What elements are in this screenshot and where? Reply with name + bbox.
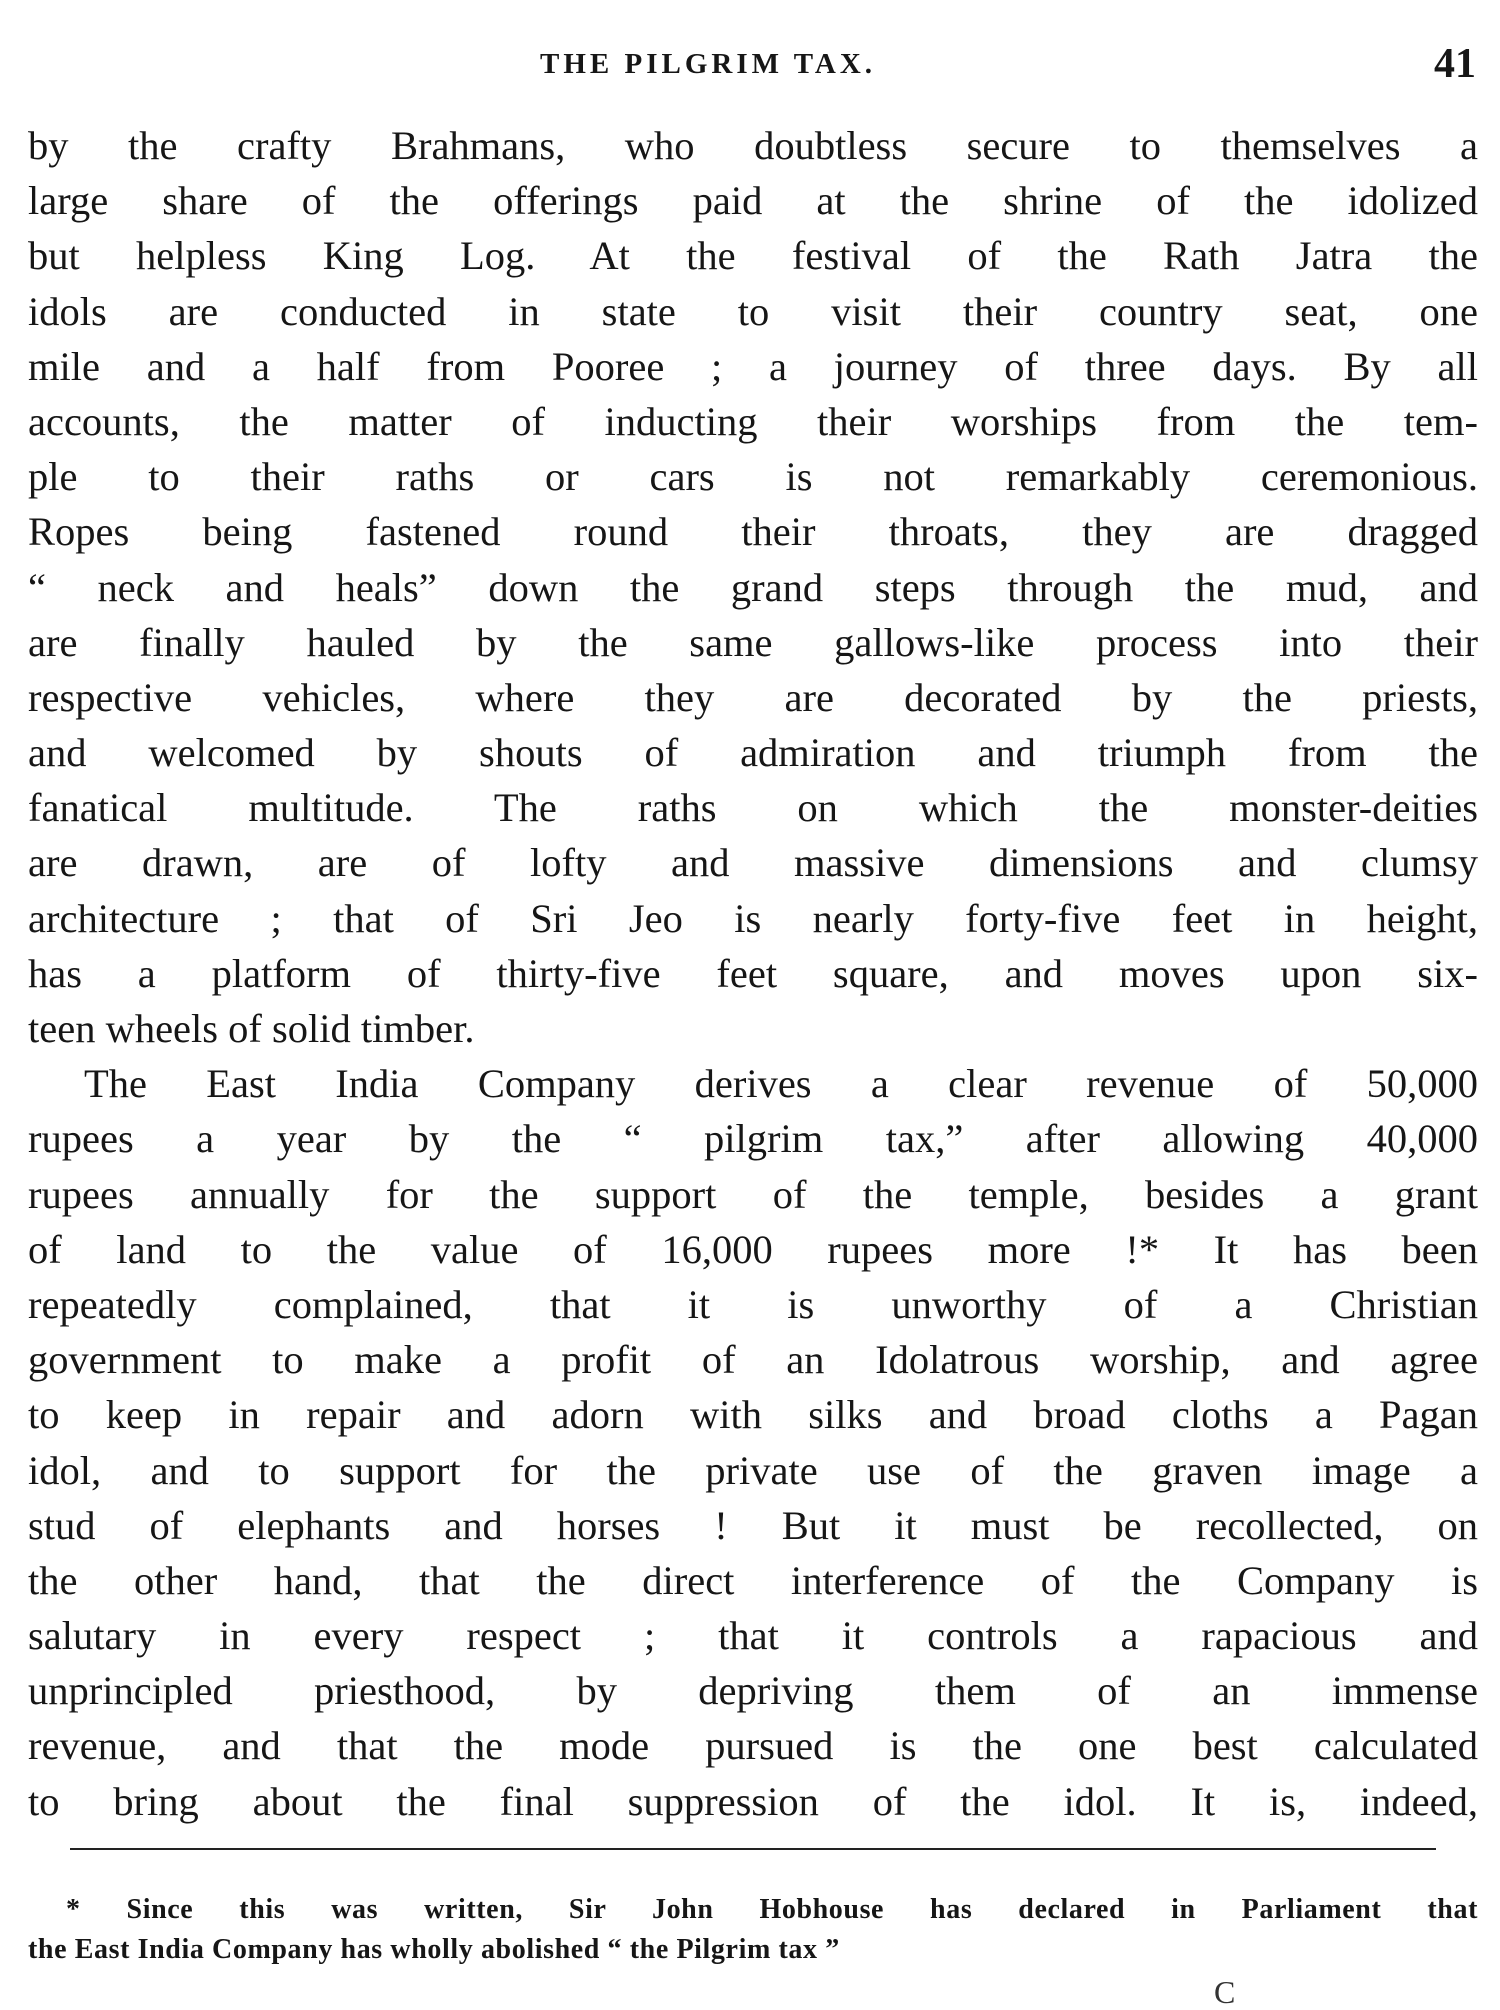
text-line: fanatical multitude. The raths on which the monster-deities [28, 785, 1478, 831]
text-line: respective vehicles, where they are decorated by the priests, [28, 674, 1478, 720]
footnote-line: * Since this was written, Sir John Hobhouse has declared in Parliament that [66, 1894, 1478, 1925]
page-number: 41 [1434, 41, 1476, 87]
text-line: salutary in every respect ; that it controls a rapacious and [28, 1613, 1478, 1659]
text-line: the other hand, that the direct interference of the Company is [28, 1557, 1478, 1603]
text-line: repeatedly complained, that it is unworthy of a Christian [28, 1281, 1478, 1327]
footnote-line: the East India Company has wholly abolished “ the Pilgrim tax ” [28, 1934, 840, 1965]
text-line: by the crafty Brahmans, who doubtless secure to themselves a [28, 123, 1478, 168]
text-line: and welcomed by shouts of admiration and triumph from the [28, 730, 1478, 776]
text-line: mile and a half from Pooree ; a journey of three days. By all [28, 343, 1478, 389]
text-line: teen wheels of solid timber. [28, 1006, 475, 1051]
text-line: revenue, and that the mode pursued is the one best calculated [28, 1723, 1478, 1769]
text-line: rupees a year by the “ pilgrim tax,” after allowing 40,000 [28, 1116, 1478, 1162]
signature-mark: C [1214, 1974, 1236, 2010]
text-line: stud of elephants and horses ! But it must be recollected, on [28, 1502, 1478, 1548]
text-line: to bring about the final suppression of the idol. It is, indeed, [28, 1778, 1478, 1824]
running-title: THE PILGRIM TAX. [540, 48, 877, 80]
text-line: accounts, the matter of inducting their worships from the tem- [28, 398, 1478, 444]
body-text [28, 118, 1478, 1829]
text-line: to keep in repair and adorn with silks and broad cloths a Pagan [28, 1392, 1478, 1438]
text-line: architecture ; that of Sri Jeo is nearly forty-five feet in height, [28, 895, 1478, 941]
text-line: The East India Company derives a clear revenue of 50,000 [84, 1061, 1478, 1107]
text-line: large share of the offerings paid at the shrine of the idolized [28, 178, 1478, 224]
text-line: rupees annually for the support of the temple, besides a grant [28, 1171, 1478, 1217]
page-header [0, 40, 1500, 90]
text-line: are drawn, are of lofty and massive dimensions and clumsy [28, 840, 1478, 886]
text-line: Ropes being fastened round their throats, they are dragged [28, 509, 1478, 555]
footnote [28, 1890, 1478, 1970]
text-line: are finally hauled by the same gallows-like process into their [28, 619, 1478, 665]
text-line: idol, and to support for the private use of the graven image a [28, 1447, 1478, 1493]
text-line: “ neck and heals” down the grand steps through the mud, and [28, 564, 1478, 610]
footnote-divider [70, 1848, 1436, 1850]
text-line: has a platform of thirty-five feet square, and moves upon six- [28, 950, 1478, 996]
text-line: government to make a profit of an Idolatrous worship, and agree [28, 1337, 1478, 1383]
text-line: of land to the value of 16,000 rupees more !* It has been [28, 1226, 1478, 1272]
text-line: unprincipled priesthood, by depriving them of an immense [28, 1668, 1478, 1714]
text-line: but helpless King Log. At the festival of the Rath Jatra the [28, 233, 1478, 279]
text-line: ple to their raths or cars is not remarkably ceremonious. [28, 454, 1478, 500]
text-line: idols are conducted in state to visit their country seat, one [28, 288, 1478, 334]
